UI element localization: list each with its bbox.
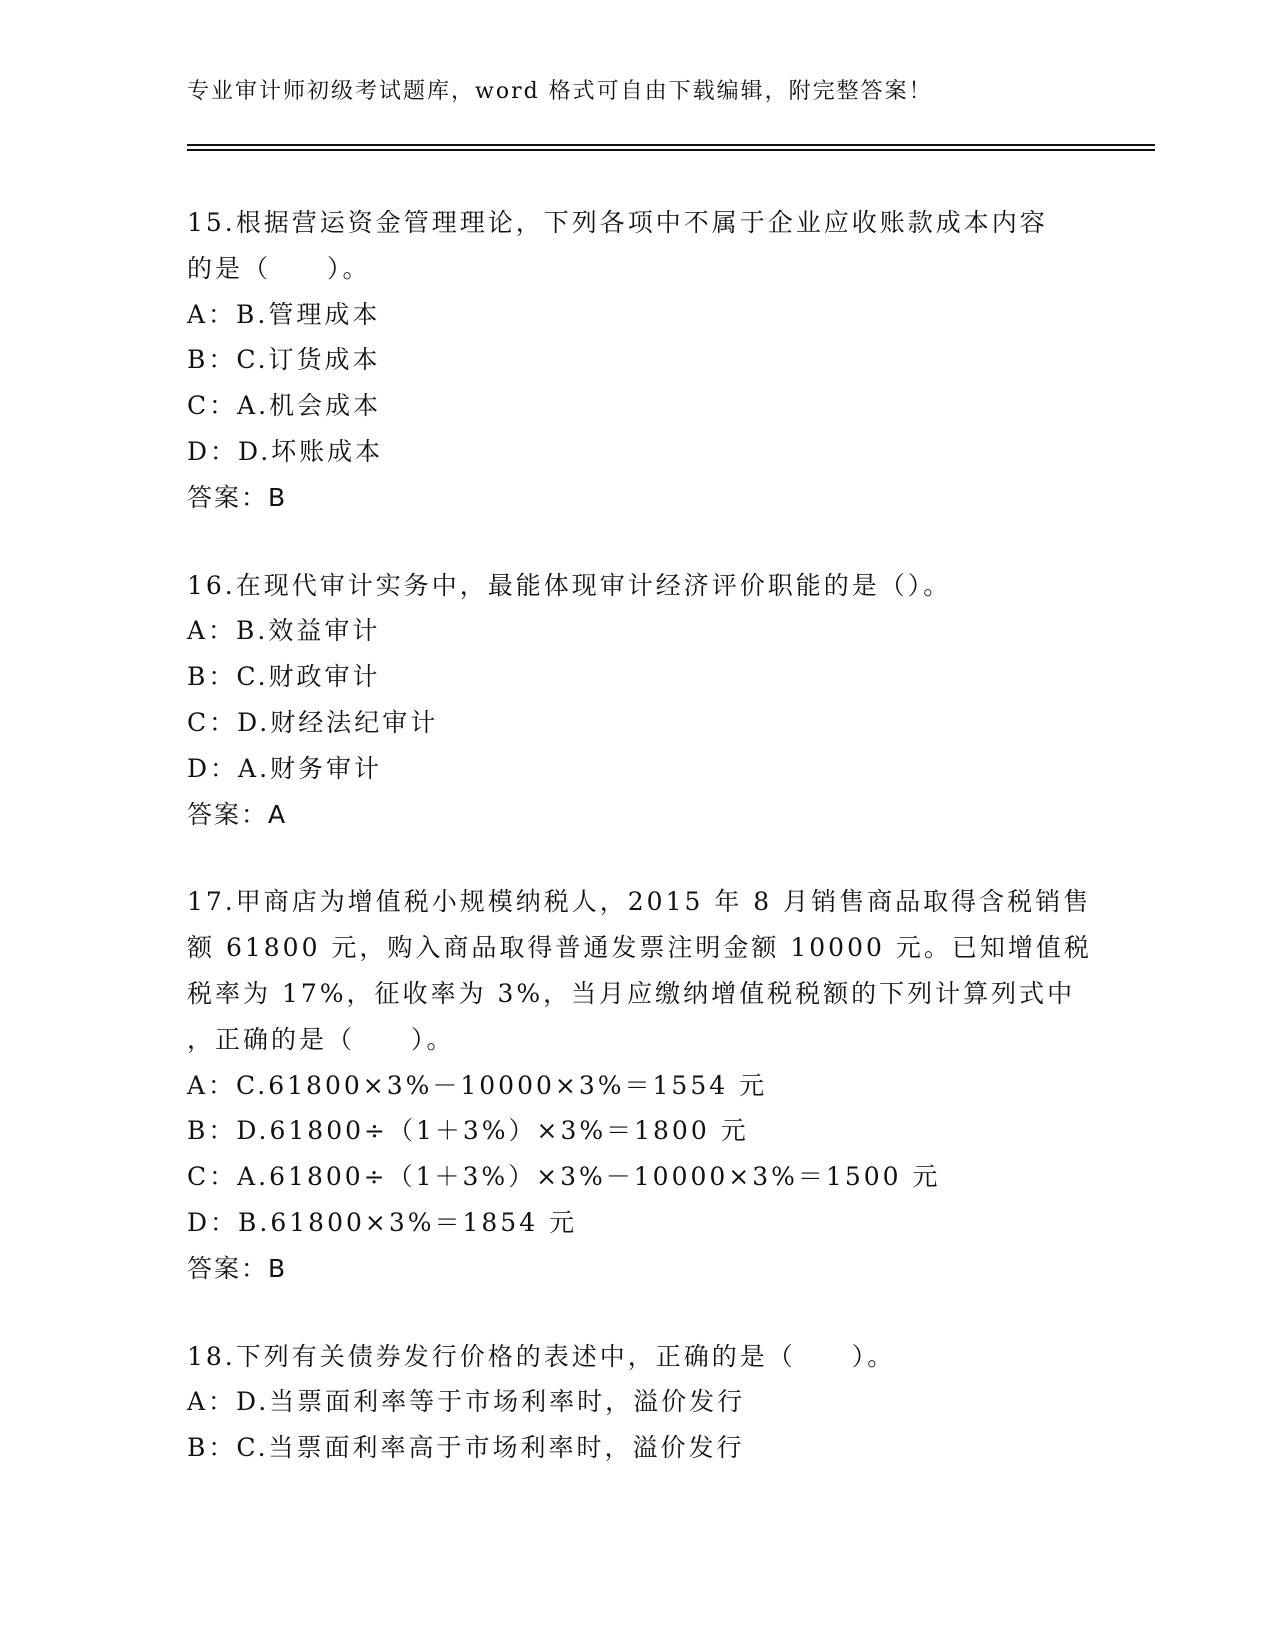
option-a: A：D.当票面利率等于市场利率时，溢价发行	[187, 1387, 746, 1417]
question-15	[187, 200, 1087, 521]
option-b: B：D.61800÷（1＋3%）×3%＝1800 元	[187, 1116, 749, 1146]
question-stem-line: 15.根据营运资金管理理论，下列各项中不属于企业应收账款成本内容	[187, 208, 1048, 237]
question-18	[187, 1334, 1087, 1471]
question-list	[187, 200, 1092, 1513]
option-a: A：B.效益审计	[187, 616, 381, 646]
answer-text: 答案：B	[187, 1253, 288, 1283]
option-b: B：C.订货成本	[187, 345, 381, 375]
option-d: D：A.财务审计	[187, 753, 383, 783]
question-stem-line: 额 61800 元，购入商品取得普通发票注明金额 10000 元。已知增值税	[187, 933, 1092, 963]
question-stem-line: 17.甲商店为增值税小规模纳税人，2015 年 8 月销售商品取得含税销售	[187, 887, 1092, 917]
option-d: D：B.61800×3%＝1854 元	[187, 1207, 578, 1237]
question-17	[187, 879, 1092, 1291]
option-c: C：A.61800÷（1＋3%）×3%－10000×3%＝1500 元	[187, 1162, 941, 1192]
option-c: C：A.机会成本	[187, 391, 382, 421]
option-d: D：D.坏账成本	[187, 436, 384, 466]
option-b: B：C.财政审计	[187, 662, 381, 692]
option-a: A：C.61800×3%－10000×3%＝1554 元	[187, 1070, 768, 1100]
question-stem-line: 税率为 17%，征收率为 3%，当月应缴纳增值税税额的下列计算列式中	[187, 978, 1076, 1008]
option-a: A：B.管理成本	[187, 299, 381, 329]
question-stem-line: 18.下列有关债券发行价格的表述中，正确的是（ ）。	[187, 1341, 896, 1371]
option-c: C：D.财经法纪审计	[187, 707, 439, 737]
question-stem-line: 的是（ ）。	[187, 253, 371, 283]
question-stem-line: 16.在现代审计实务中，最能体现审计经济评价职能的是（）。	[187, 570, 952, 600]
page-header: 专业审计师初级考试题库，word 格式可自由下载编辑，附完整答案！	[187, 79, 933, 104]
question-16	[187, 563, 1087, 838]
answer-text: 答案：B	[187, 482, 288, 512]
question-stem-line: ，正确的是（ ）。	[187, 1024, 455, 1054]
header-rule	[187, 144, 1155, 151]
answer-text: 答案：A	[187, 799, 288, 829]
option-b: B：C.当票面利率高于市场利率时，溢价发行	[187, 1433, 745, 1463]
